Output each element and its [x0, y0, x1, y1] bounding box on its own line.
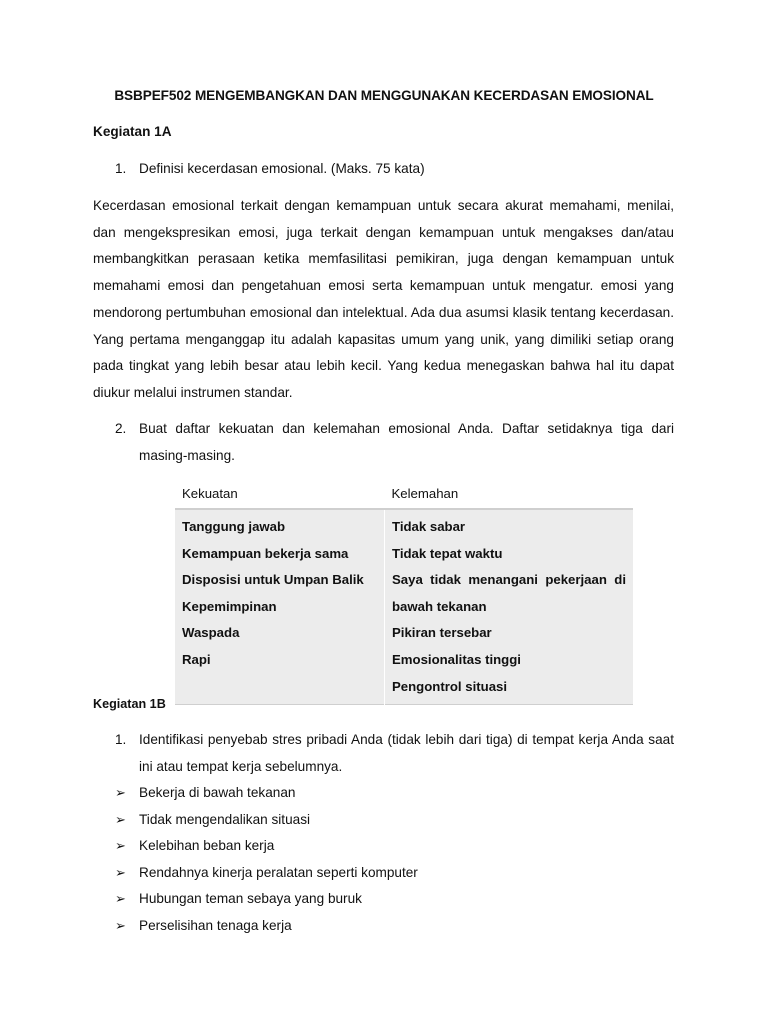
arrow-bullet-icon: ➢	[115, 864, 126, 880]
weakness-item: Pikiran tersebar	[392, 625, 492, 641]
question-text: Buat daftar kekuatan dan kelemahan emosional Anda. Daftar setidaknya tiga dari masing-masing.	[139, 421, 674, 463]
arrow-bullet-icon: ➢	[115, 811, 126, 827]
document-title: BSBPEF502 MENGEMBANGKAN DAN MENGGUNAKAN KECERDASAN EMOSIONAL	[114, 88, 654, 103]
list-item	[115, 860, 675, 887]
weaknesses-column	[385, 509, 634, 705]
strength-item: Kepemimpinan	[182, 598, 277, 614]
list-item-text: Perselisihan tenaga kerja	[139, 917, 292, 933]
answer-paragraph: Kecerdasan emosional terkait dengan kemampuan untuk secara akurat memahami, menilai, dan mengekspresikan emosi, juga terkait dengan kemampuan untuk mengakses dan/atau membangkitkan perasaan ketika memfasilitasi pemikiran, juga dengan kemampuan untuk memahami emosi dan pengetahuan emosi serta kemampuan untuk mengatur. emosi yang mendorong pertumbuhan emosional dan intelektual. Ada dua asumsi klasik tentang kecerdasan. Yang pertama menganggap itu adalah kapasitas umum yang unik, yang dimiliki setiap orang pada tingkat yang lebih besar atau lebih kecil. Yang kedua menegaskan bahwa hal itu dapat diukur melalui instrumen standar.	[93, 198, 674, 400]
header-kelemahan: Kelemahan	[385, 478, 634, 509]
question-1b-1	[115, 727, 674, 780]
strength-item: Kemampuan bekerja sama	[182, 545, 349, 561]
weakness-item: Emosionalitas tinggi	[392, 651, 521, 667]
stress-causes-list	[115, 780, 675, 940]
list-item	[115, 807, 675, 834]
question-number: 1.	[115, 161, 127, 176]
weakness-item: Pengontrol situasi	[392, 678, 508, 694]
weakness-item: Saya tidak menangani pekerjaan di bawah tekanan	[392, 572, 626, 614]
question-number: 1.	[115, 732, 127, 747]
list-item	[115, 833, 675, 860]
strength-item: Tanggung jawab	[182, 519, 286, 534]
header-kekuatan: Kekuatan	[175, 478, 385, 509]
heading-kegiatan-1a: Kegiatan 1A	[93, 124, 172, 139]
question-text: Definisi kecerdasan emosional. (Maks. 75 kata)	[139, 161, 425, 176]
arrow-bullet-icon: ➢	[115, 917, 126, 933]
question-1a-2	[115, 416, 674, 469]
weakness-item: Tidak tepat waktu	[392, 545, 503, 561]
arrow-bullet-icon: ➢	[115, 838, 126, 854]
list-item-text: Tidak mengendalikan situasi	[139, 811, 311, 827]
list-item-text: Hubungan teman sebaya yang buruk	[139, 891, 362, 907]
list-item-text: Bekerja di bawah tekanan	[139, 785, 296, 800]
strength-item: Rapi	[182, 651, 211, 667]
list-item	[115, 780, 675, 807]
question-number: 2.	[115, 421, 127, 436]
question-text: Identifikasi penyebab stres pribadi Anda (tidak lebih dari tiga) di tempat kerja Anda saat ini atau tempat kerja sebelumnya.	[139, 732, 674, 774]
strengths-weaknesses-table	[175, 478, 633, 705]
list-item	[115, 886, 675, 913]
list-item-text: Kelebihan beban kerja	[139, 838, 275, 854]
strength-item: Waspada	[182, 625, 240, 641]
arrow-bullet-icon: ➢	[115, 785, 126, 800]
arrow-bullet-icon: ➢	[115, 891, 126, 907]
heading-kegiatan-1b: Kegiatan 1B	[93, 697, 166, 711]
list-item	[115, 913, 675, 940]
strength-item: Disposisi untuk Umpan Balik	[182, 572, 364, 588]
strengths-column	[175, 509, 385, 705]
question-1a-1	[115, 156, 674, 183]
weakness-item: Tidak sabar	[392, 519, 466, 534]
list-item-text: Rendahnya kinerja peralatan seperti komputer	[139, 864, 418, 880]
